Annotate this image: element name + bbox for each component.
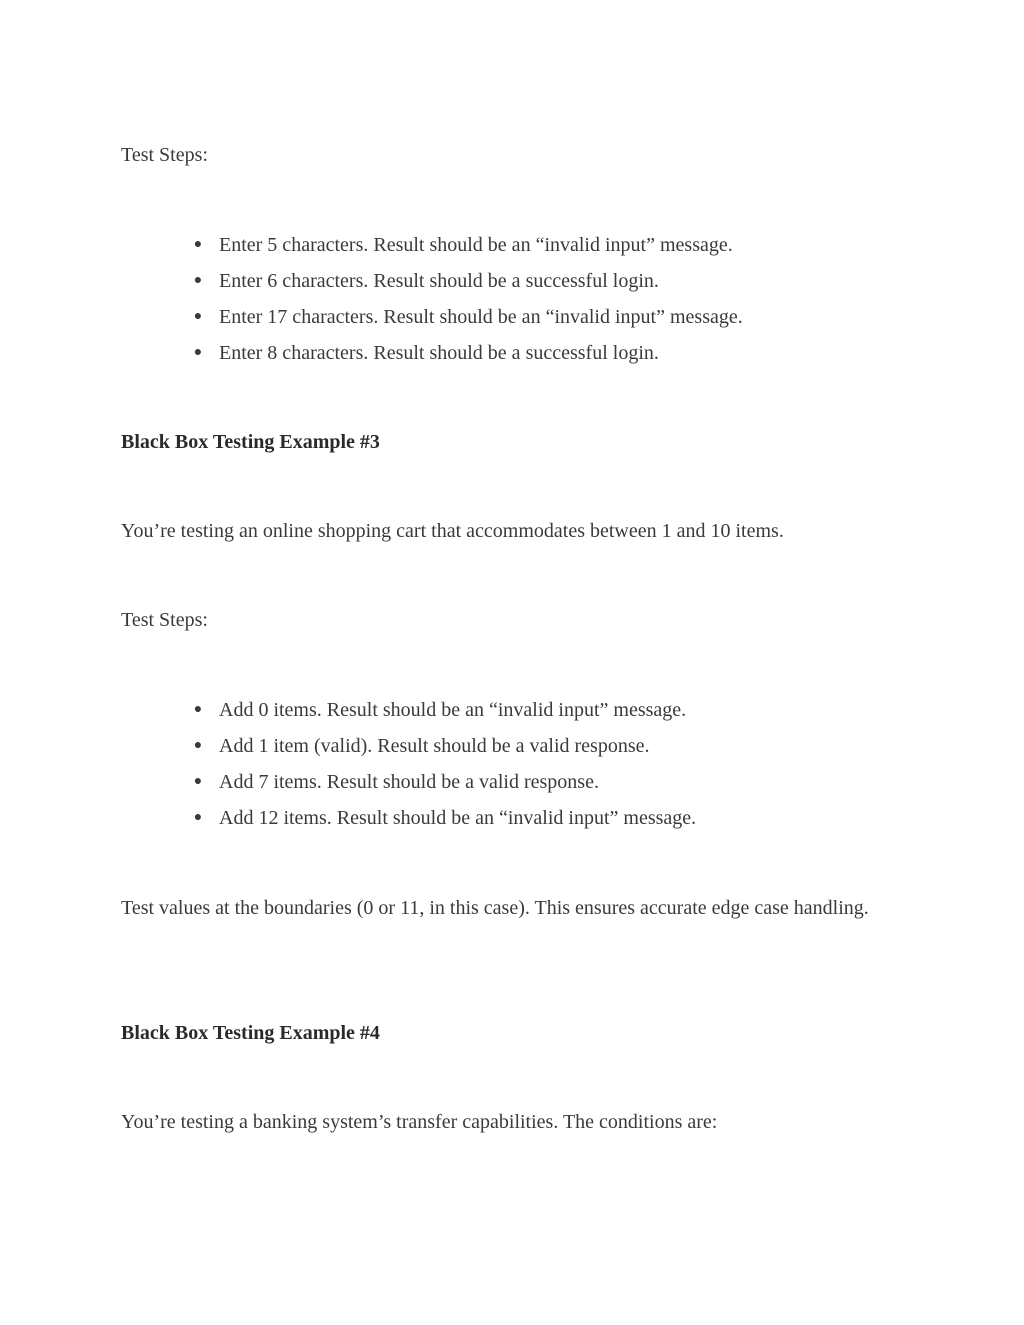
example-3-note: Test values at the boundaries (0 or 11, in this case). This ensures accurate edge case handling. xyxy=(121,897,869,919)
test-steps-label: Test Steps: xyxy=(121,609,208,631)
example-4-intro: You’re testing a banking system’s transfer capabilities. The conditions are: xyxy=(121,1111,718,1133)
list-item: ● Enter 8 characters. Result should be a successful login. xyxy=(121,335,911,371)
test-steps-list xyxy=(121,692,911,836)
bullet-icon: ● xyxy=(193,273,203,288)
bullet-icon: ● xyxy=(193,810,203,825)
list-item: ● Add 7 items. Result should be a valid response. xyxy=(121,764,911,800)
list-item: ● Enter 6 characters. Result should be a successful login. xyxy=(121,263,911,299)
list-item: ● Enter 5 characters. Result should be an “invalid input” message. xyxy=(121,227,911,263)
bullet-icon: ● xyxy=(193,738,203,753)
bullet-icon: ● xyxy=(193,237,203,252)
bullet-icon: ● xyxy=(193,702,203,717)
example-3-intro: You’re testing an online shopping cart that accommodates between 1 and 10 items. xyxy=(121,520,784,542)
test-steps-list xyxy=(121,227,911,371)
list-item: ● Enter 17 characters. Result should be an “invalid input” message. xyxy=(121,299,911,335)
bullet-icon: ● xyxy=(193,345,203,360)
list-item: ● Add 12 items. Result should be an “invalid input” message. xyxy=(121,800,911,836)
list-item: ● Add 1 item (valid). Result should be a valid response. xyxy=(121,728,911,764)
test-steps-label: Test Steps: xyxy=(121,144,208,166)
bullet-icon: ● xyxy=(193,774,203,789)
list-item: ● Add 0 items. Result should be an “invalid input” message. xyxy=(121,692,911,728)
example-4-heading: Black Box Testing Example #4 xyxy=(121,1022,380,1044)
bullet-icon: ● xyxy=(193,309,203,324)
example-3-heading: Black Box Testing Example #3 xyxy=(121,431,380,453)
